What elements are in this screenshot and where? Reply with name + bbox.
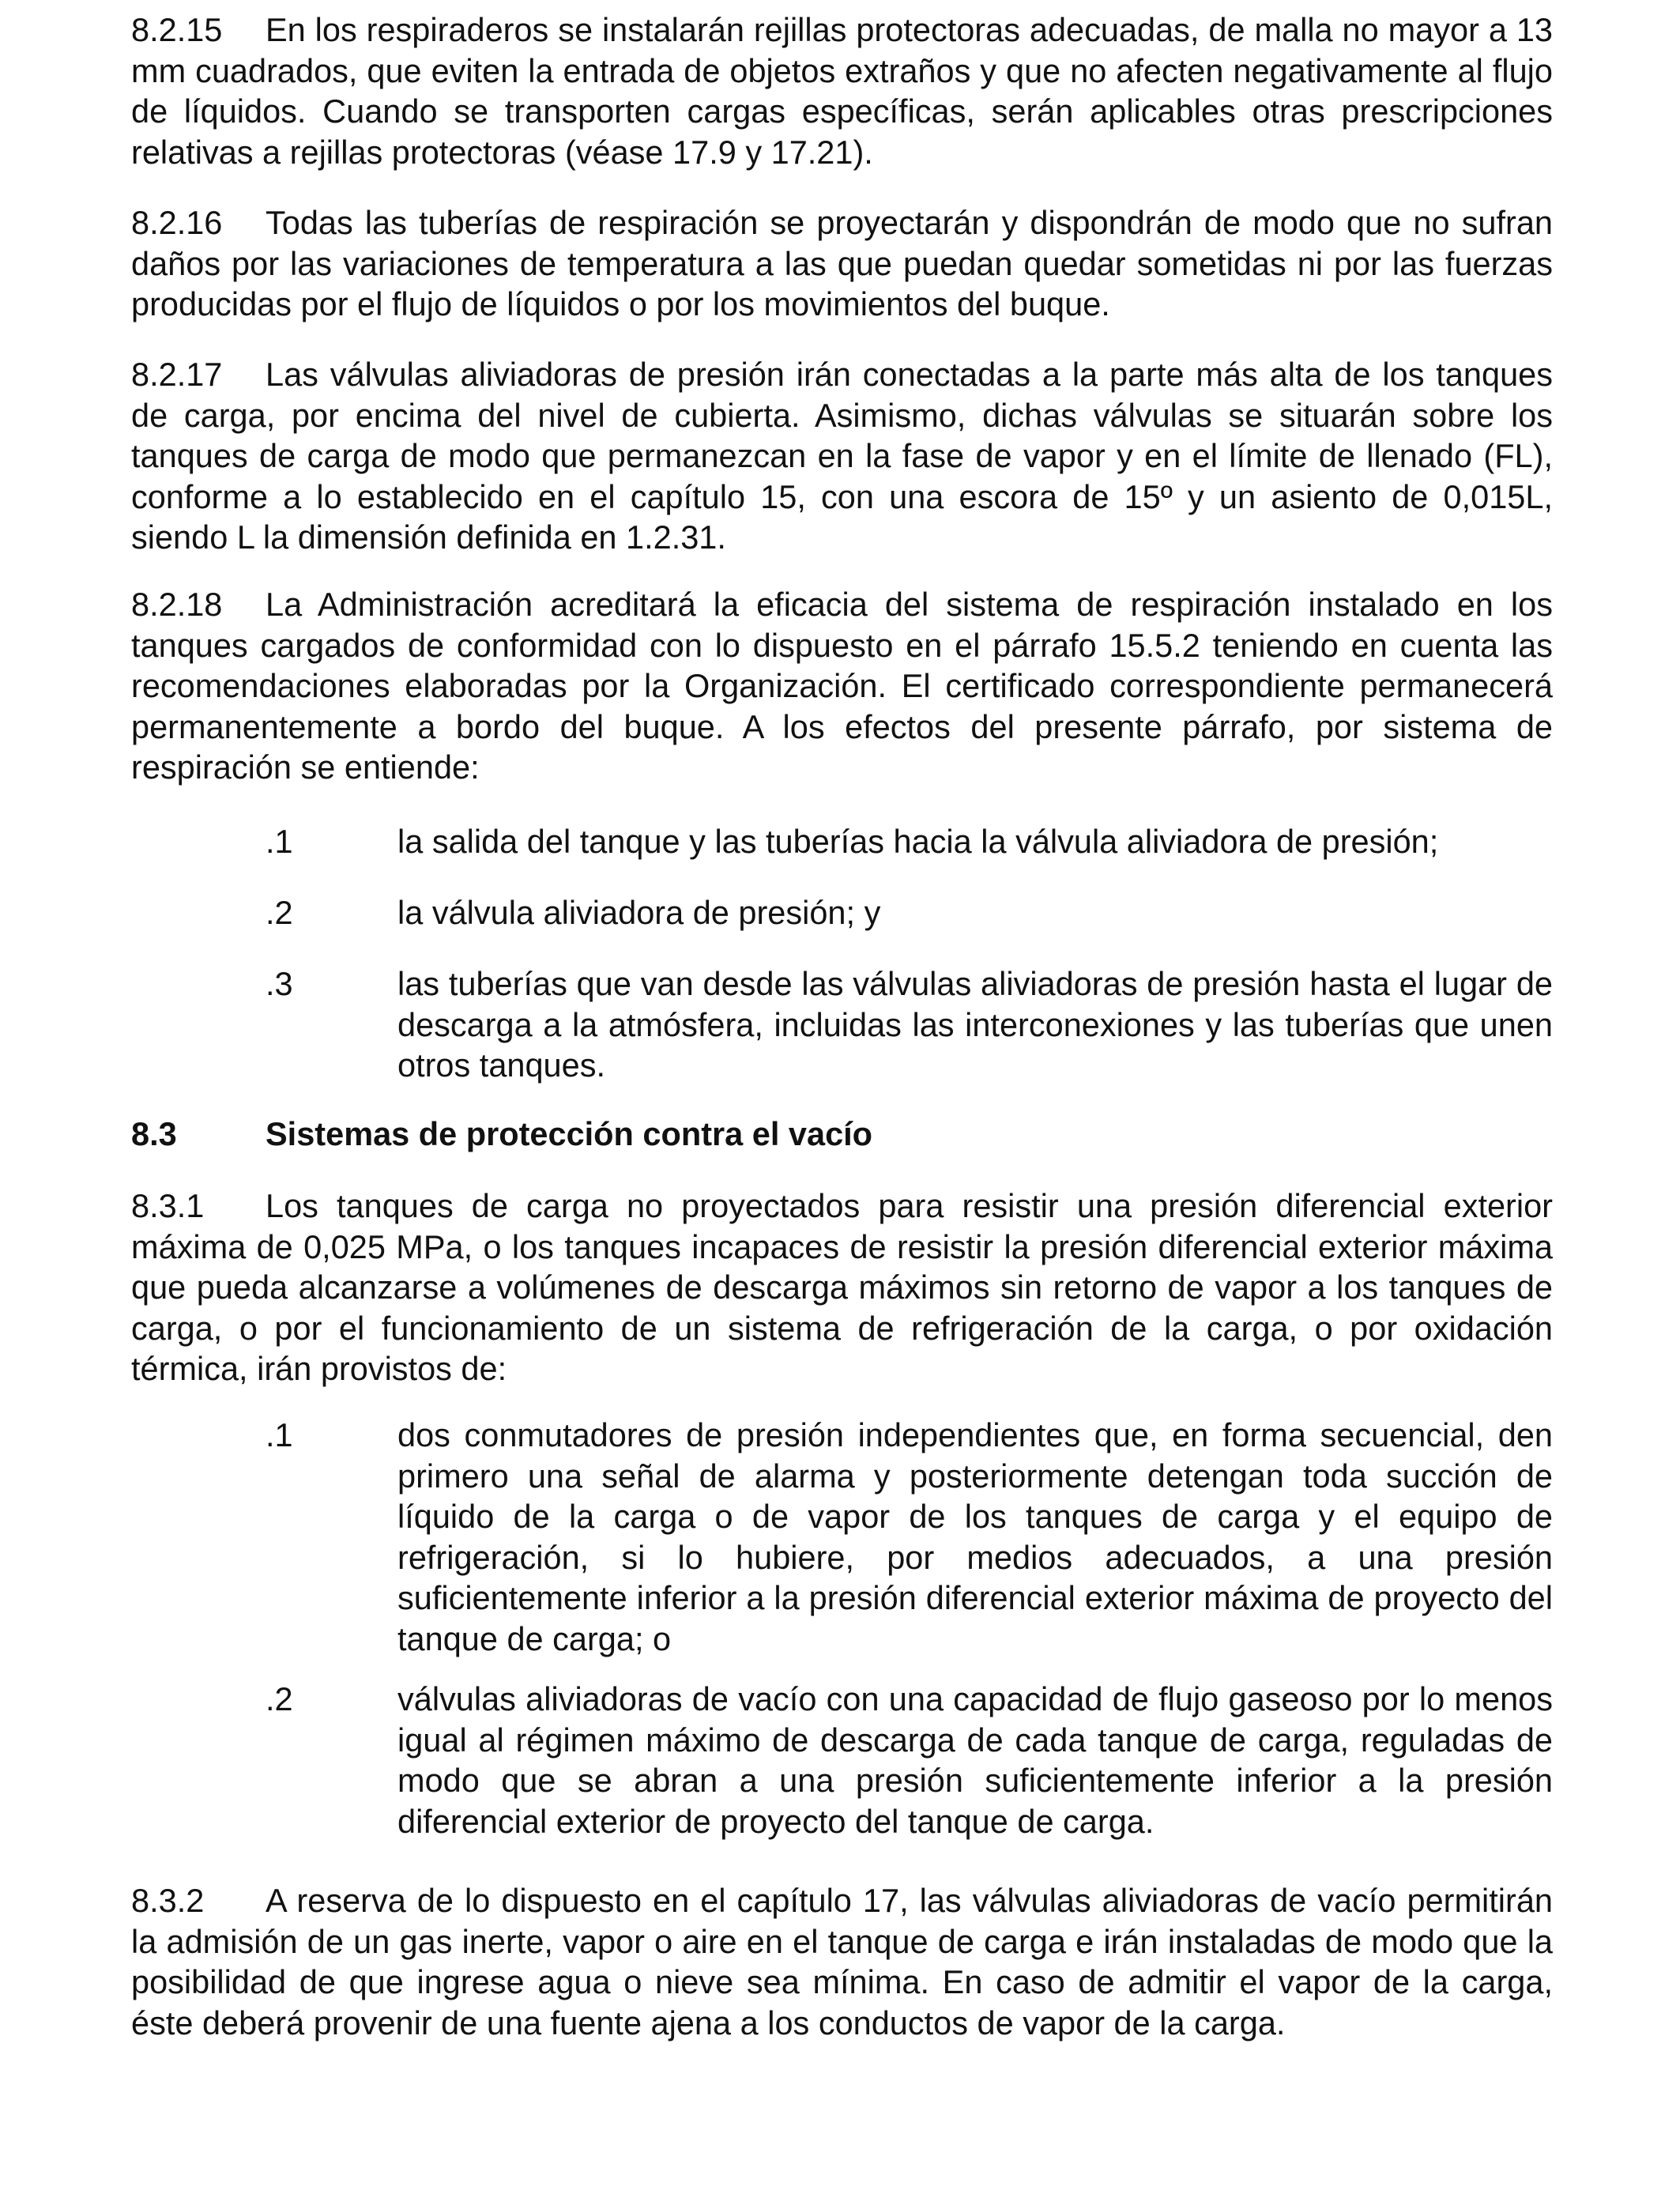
section-title: Sistemas de protección contra el vacío bbox=[266, 1115, 873, 1152]
list-item-number: .2 bbox=[266, 1680, 293, 1717]
paragraph-8-2-15 bbox=[131, 9, 1553, 172]
list-item-text: la salida del tanque y las tuberías hacia la válvula aliviadora de presión; bbox=[397, 823, 1439, 860]
paragraph-number: 8.2.18 bbox=[131, 586, 223, 623]
paragraph-text: En los respiraderos se instalarán rejillas protectoras adecuadas, de malla no mayor a 13 mm cuadrados, que eviten la entrada de objetos extraños y que no afecten negativamente al flujo de líquidos. Cuando se transporten cargas específicas, serán aplicables otras prescripciones relativas a rejillas protectoras (véase 17.9 y 17.21). bbox=[131, 11, 1553, 171]
paragraph-number: 8.2.16 bbox=[131, 204, 223, 241]
section-heading-8-3 bbox=[131, 1114, 872, 1155]
paragraph-text: Todas las tuberías de respiración se proyectarán y dispondrán de modo que no sufran daños por las variaciones de temperatura a las que puedan quedar sometidas ni por las fuerzas producidas por el flujo de líquidos o por los movimientos del buque. bbox=[131, 204, 1553, 322]
list-item-text: válvulas aliviadoras de vacío con una capacidad de flujo gaseoso por lo menos igual al régimen máximo de descarga de cada tanque de carga, reguladas de modo que se abran a una presión suficientemente inferior a la presión diferencial exterior de proyecto del tanque de carga. bbox=[397, 1680, 1553, 1840]
paragraph-number: 8.2.17 bbox=[131, 356, 223, 393]
paragraph-8-2-18 bbox=[131, 584, 1553, 788]
paragraph-text: Las válvulas aliviadoras de presión irán conectadas a la parte más alta de los tanques de carga, por encima del nivel de cubierta. Asimismo, dichas válvulas se situarán sobre los tanques de carga de modo que permanezcan en la fase de vapor y en el límite de llenado (FL), conforme a lo establecido en el capítulo 15, con una escora de 15º y un asiento de 0,015L, siendo L la dimensión definida en 1.2.31. bbox=[131, 356, 1553, 556]
list-item-text: las tuberías que van desde las válvulas aliviadoras de presión hasta el lugar de descarga a la atmósfera, incluidas las interconexiones y las tuberías que unen otros tanques. bbox=[397, 965, 1553, 1084]
paragraph-8-2-16 bbox=[131, 202, 1553, 325]
list-item-number: .1 bbox=[266, 823, 293, 860]
paragraph-text: La Administración acreditará la eficacia del sistema de respiración instalado en los tanques cargados de conformidad con lo dispuesto en el párrafo 15.5.2 teniendo en cuenta las recomendaciones elaboradas por la Organización. El certificado correspondiente permanecerá permanentemente a bordo del buque. A los efectos del presente párrafo, por sistema de respiración se entiende: bbox=[131, 586, 1553, 786]
paragraph-8-3-1 bbox=[131, 1186, 1553, 1389]
paragraph-text: A reserva de lo dispuesto en el capítulo 17, las válvulas aliviadoras de vacío permitirán la admisión de un gas inerte, vapor o aire en el tanque de carga e irán instaladas de modo que la posibilidad de que ingrese agua o nieve sea mínima. En caso de admitir el vapor de la carga, éste deberá provenir de una fuente ajena a los conductos de vapor de la carga. bbox=[131, 1882, 1553, 2041]
paragraph-8-2-17 bbox=[131, 354, 1553, 558]
list-item-number: .3 bbox=[266, 965, 293, 1002]
paragraph-8-3-2 bbox=[131, 1880, 1553, 2043]
paragraph-number: 8.3.1 bbox=[131, 1187, 205, 1224]
list-item-text: dos conmutadores de presión independientes que, en forma secuencial, den primero una señal de alarma y posteriormente detengan toda succión de líquido de la carga o de vapor de los tanques de carga y el equipo de refrigeración, si lo hubiere, por medios adecuados, a una presión suficientemente inferior a la presión diferencial exterior máxima de proyecto del tanque de carga; o bbox=[397, 1416, 1553, 1657]
section-number: 8.3 bbox=[131, 1115, 177, 1152]
paragraph-number: 8.2.15 bbox=[131, 11, 223, 48]
list-item-number: .1 bbox=[266, 1416, 293, 1453]
list-item-text: la válvula aliviadora de presión; y bbox=[397, 894, 881, 931]
paragraph-text: Los tanques de carga no proyectados para resistir una presión diferencial exterior máxima de 0,025 MPa, o los tanques incapaces de resistir la presión diferencial exterior máxima que pueda alcanzarse a volúmenes de descarga máximos sin retorno de vapor a los tanques de carga, o por el funcionamiento de un sistema de refrigeración de la carga, o por oxidación térmica, irán provistos de: bbox=[131, 1187, 1553, 1387]
paragraph-number: 8.3.2 bbox=[131, 1882, 205, 1919]
list-item-number: .2 bbox=[266, 894, 293, 931]
